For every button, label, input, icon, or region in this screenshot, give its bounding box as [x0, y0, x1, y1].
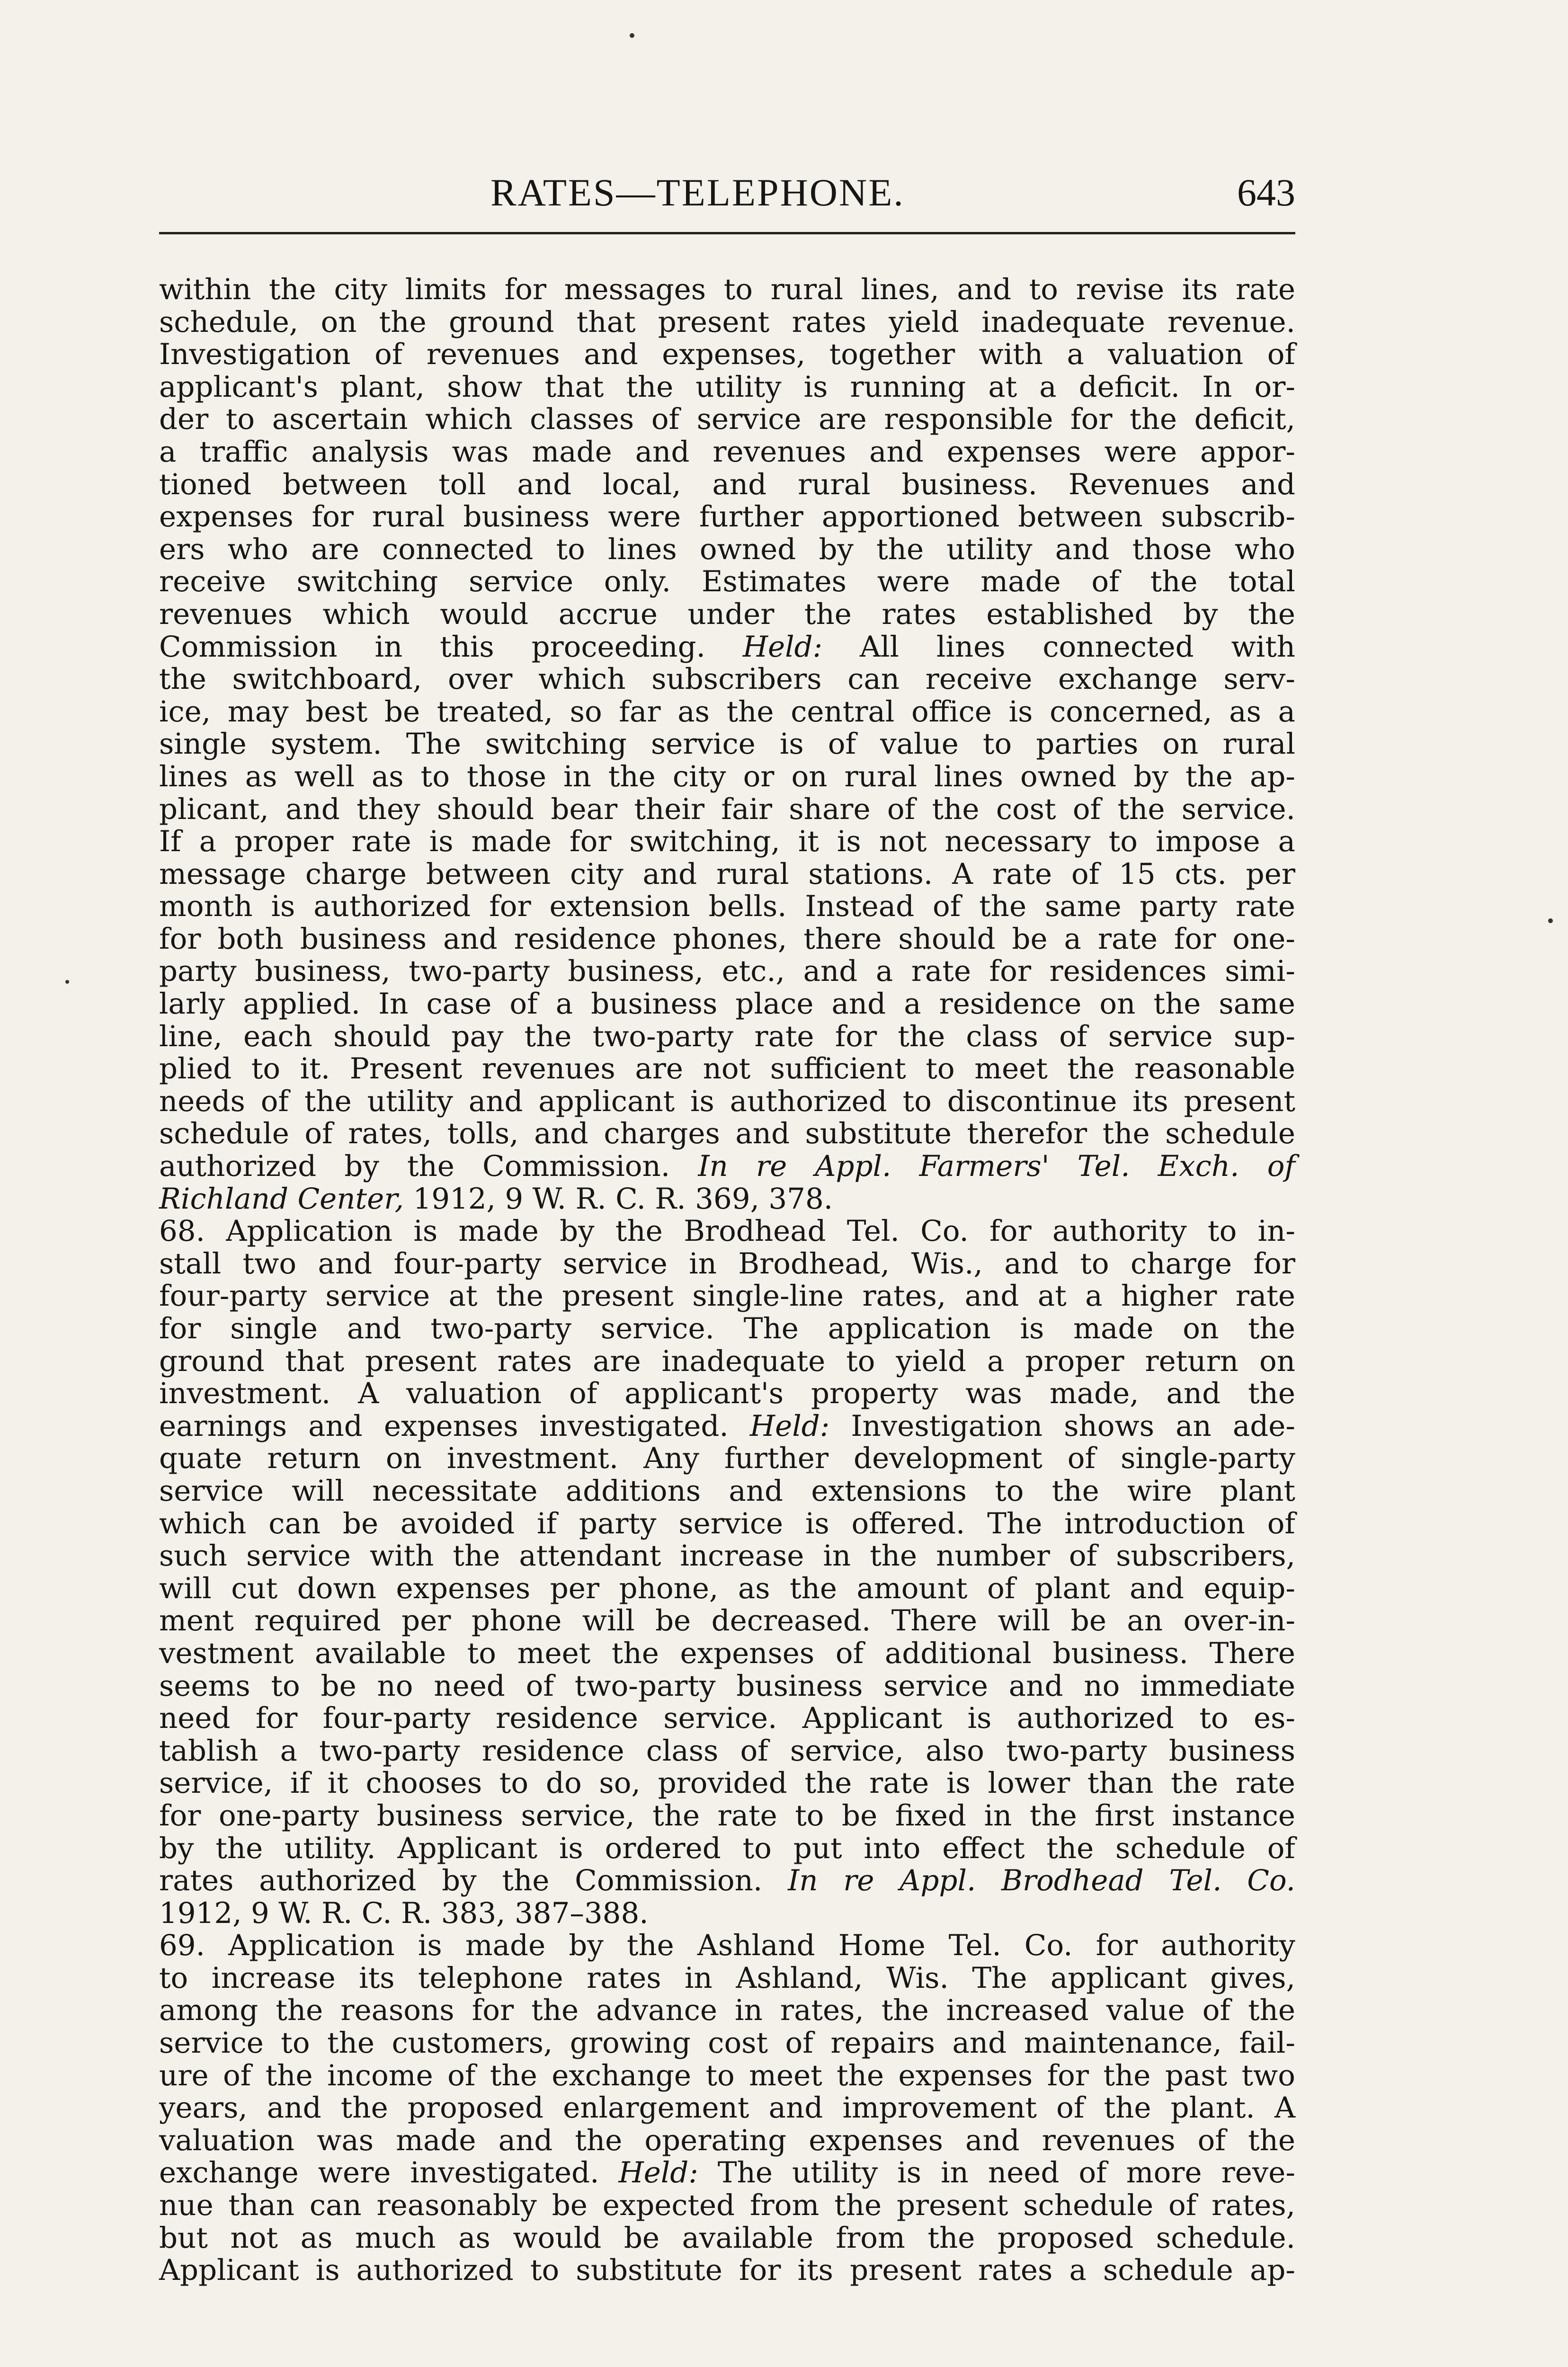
scan-speck	[1548, 918, 1553, 923]
text-line	[159, 403, 1295, 436]
text-run: ure of the income of the exchange to meet the expenses for the past two	[159, 2058, 1295, 2092]
text-run: ground that present rates are inadequate to yield a proper return on	[159, 1344, 1295, 1378]
text-run: stall two and four-party service in Brodhead, Wis., and to charge for	[159, 1246, 1295, 1281]
text-line	[159, 1118, 1295, 1150]
text-line	[159, 2157, 1295, 2189]
text-line	[159, 1150, 1295, 1183]
text-run: single system. The switching service is of value to parties on rural	[159, 727, 1295, 761]
text-run: by the utility. Applicant is ordered to put into effect the schedule of	[159, 1831, 1295, 1865]
text-run: needs of the utility and applicant is authorized to discontinue its present	[159, 1084, 1295, 1118]
text-run: for one-party business service, the rate to be fixed in the first instance	[159, 1798, 1295, 1833]
text-line	[159, 1345, 1295, 1378]
text-line	[159, 1378, 1295, 1410]
text-line	[159, 338, 1295, 371]
text-line	[159, 1800, 1295, 1833]
text-run: the switchboard, over which subscribers can receive exchange serv-	[159, 662, 1295, 696]
body-text	[159, 274, 1295, 2287]
text-run: a traffic analysis was made and revenues and expenses were appor-	[159, 435, 1295, 469]
text-line	[159, 1994, 1295, 2027]
text-line	[159, 306, 1295, 339]
text-line	[159, 1897, 1295, 1930]
text-line	[159, 1702, 1295, 1735]
text-line	[159, 728, 1295, 761]
text-line	[159, 1865, 1295, 1897]
text-run: revenues which would accrue under the rates established by the	[159, 597, 1295, 631]
text-run: party business, two-party business, etc., and a rate for residences simi-	[159, 954, 1295, 988]
text-line	[159, 2222, 1295, 2255]
text-run: tioned between toll and local, and rural business. Revenues and	[159, 467, 1295, 501]
text-line	[159, 1280, 1295, 1313]
text-line	[159, 923, 1295, 956]
text-run: to increase its telephone rates in Ashland, Wis. The applicant gives,	[159, 1961, 1295, 1995]
text-line	[159, 1670, 1295, 1703]
text-run: All lines connected with	[822, 630, 1295, 664]
italic-citation: Richland Center,	[159, 1182, 404, 1216]
text-run: expenses for rural business were further apportioned between subscrib-	[159, 500, 1295, 534]
text-line	[159, 2092, 1295, 2125]
text-run: ice, may best be treated, so far as the central office is concerned, as a	[159, 694, 1295, 729]
text-line	[159, 988, 1295, 1021]
text-run: within the city limits for messages to rural lines, and to revise its rate	[159, 273, 1295, 306]
text-line	[159, 793, 1295, 826]
text-run: 69. Application is made by the Ashland Home Tel. Co. for authority	[159, 1929, 1295, 1963]
text-line	[159, 858, 1295, 891]
text-run: rates authorized by the Commission.	[159, 1864, 763, 1898]
text-line	[159, 761, 1295, 793]
text-line	[159, 1086, 1295, 1118]
text-line	[159, 1573, 1295, 1605]
text-line	[159, 1442, 1295, 1475]
text-run: 1912, 9 W. R. C. R. 383, 387–388.	[159, 1896, 649, 1930]
text-line	[159, 371, 1295, 404]
text-line	[159, 1313, 1295, 1345]
text-run: exchange were investigated.	[159, 2156, 599, 2190]
text-run: for both business and residence phones, there should be a rate for one-	[159, 922, 1295, 956]
text-line	[159, 1833, 1295, 1865]
text-run: ers who are connected to lines owned by the utility and those who	[159, 532, 1295, 566]
running-header	[159, 170, 1295, 222]
text-line	[159, 2189, 1295, 2222]
text-run: need for four-party residence service. Applicant is authorized to es-	[159, 1701, 1295, 1735]
text-run: but not as much as would be available from the proposed schedule.	[159, 2221, 1295, 2255]
text-run: schedule of rates, tolls, and charges and substitute therefor the schedule	[159, 1117, 1295, 1151]
text-run: which can be avoided if party service is offered. The introduction of	[159, 1506, 1295, 1540]
text-line	[159, 1962, 1295, 1995]
text-line	[159, 274, 1295, 306]
text-run: among the reasons for the advance in rates, the increased value of the	[159, 1993, 1295, 2028]
text-line	[159, 696, 1295, 729]
text-line	[159, 663, 1295, 696]
text-line	[159, 534, 1295, 566]
text-line	[159, 890, 1295, 923]
text-line	[159, 955, 1295, 988]
text-line	[159, 1508, 1295, 1540]
text-run: receive switching service only. Estimates were made of the total	[159, 565, 1295, 599]
header-rule	[159, 232, 1295, 234]
text-run: month is authorized for extension bells. Instead of the same party rate	[159, 890, 1295, 924]
text-run: applicant's plant, show that the utility is running at a deficit. In or-	[159, 370, 1295, 404]
text-run: plicant, and they should bear their fair share of the cost of the service.	[159, 792, 1295, 826]
text-run: will cut down expenses per phone, as the amount of plant and equip-	[159, 1571, 1295, 1605]
text-line	[159, 566, 1295, 598]
text-run: tablish a two-party residence class of service, also two-party business	[159, 1734, 1295, 1768]
italic-citation: Held:	[742, 630, 823, 664]
text-line	[159, 1021, 1295, 1053]
text-line	[159, 1215, 1295, 1248]
text-line	[159, 1735, 1295, 1768]
text-line	[159, 2125, 1295, 2157]
text-run: lines as well as to those in the city or on rural lines owned by the ap-	[159, 759, 1295, 793]
text-line	[159, 1637, 1295, 1670]
text-run: ment required per phone will be decreased. There will be an over-in-	[159, 1604, 1295, 1638]
italic-citation: In re Appl. Farmers' Tel. Exch. of	[698, 1149, 1296, 1184]
text-line	[159, 501, 1295, 534]
text-run: service will necessitate additions and extensions to the wire plant	[159, 1474, 1295, 1508]
text-run: seems to be no need of two-party business service and no immediate	[159, 1669, 1295, 1703]
text-run: plied to it. Present revenues are not sufficient to meet the reasonable	[159, 1052, 1295, 1086]
text-line	[159, 1605, 1295, 1637]
text-run: If a proper rate is made for switching, it is not necessary to impose a	[159, 825, 1295, 859]
text-line	[159, 1930, 1295, 1962]
text-run: schedule, on the ground that present rates yield inadequate revenue.	[159, 305, 1295, 339]
text-run: 68. Application is made by the Brodhead Tel. Co. for authority to in-	[159, 1214, 1295, 1248]
text-line	[159, 1248, 1295, 1281]
text-run: vestment available to meet the expenses of additional business. There	[159, 1636, 1295, 1670]
text-line	[159, 826, 1295, 858]
text-line	[159, 598, 1295, 631]
text-run: years, and the proposed enlargement and improvement of the plant. A	[159, 2091, 1295, 2125]
text-run: service to the customers, growing cost of repairs and maintenance, fail-	[159, 2026, 1295, 2060]
text-run: Commission in this proceeding.	[159, 630, 706, 664]
text-run: valuation was made and the operating expenses and revenues of the	[159, 2123, 1295, 2157]
text-run: earnings and expenses investigated.	[159, 1409, 729, 1443]
text-run: such service with the attendant increase in the number of subscribers,	[159, 1539, 1295, 1573]
text-run: investment. A valuation of applicant's property was made, and the	[159, 1377, 1295, 1411]
text-line	[159, 436, 1295, 469]
text-line	[159, 2254, 1295, 2287]
text-line	[159, 1540, 1295, 1573]
text-line	[159, 2027, 1295, 2060]
text-run: The utility is in need of more reve-	[698, 2156, 1296, 2190]
text-line	[159, 1475, 1295, 1508]
text-run: message charge between city and rural stations. A rate of 15 cts. per	[159, 857, 1295, 891]
text-line	[159, 1767, 1295, 1800]
text-line	[159, 631, 1295, 664]
text-run: 1912, 9 W. R. C. R. 369, 378.	[404, 1182, 833, 1216]
text-line	[159, 1183, 1295, 1216]
text-run: Investigation shows an ade-	[829, 1409, 1296, 1443]
italic-citation: In re Appl. Brodhead Tel. Co.	[788, 1864, 1295, 1898]
running-title: RATES—TELEPHONE.	[490, 171, 905, 214]
text-run: line, each should pay the two-party rate for the class of service sup-	[159, 1019, 1295, 1053]
scan-speck	[630, 33, 634, 38]
text-line	[159, 469, 1295, 501]
text-run: nue than can reasonably be expected from the present schedule of rates,	[159, 2189, 1295, 2223]
text-run: der to ascertain which classes of service are responsible for the deficit,	[159, 402, 1295, 436]
text-line	[159, 1410, 1295, 1443]
text-run: service, if it chooses to do so, provided the rate is lower than the rate	[159, 1766, 1295, 1800]
page-number: 643	[1237, 171, 1295, 214]
text-run: quate return on investment. Any further development of single-party	[159, 1442, 1295, 1476]
text-run: for single and two-party service. The application is made on the	[159, 1312, 1295, 1345]
text-run: Investigation of revenues and expenses, together with a valuation of	[159, 338, 1295, 372]
scan-speck	[65, 980, 69, 984]
text-run: Applicant is authorized to substitute for its present rates a schedule ap-	[159, 2253, 1295, 2287]
italic-citation: Held:	[749, 1409, 830, 1443]
text-line	[159, 1053, 1295, 1086]
text-run: four-party service at the present single-line rates, and at a higher rate	[159, 1279, 1295, 1313]
text-line	[159, 2060, 1295, 2092]
text-run: larly applied. In case of a business place and a residence on the same	[159, 987, 1295, 1021]
italic-citation: Held:	[618, 2156, 698, 2190]
text-run: authorized by the Commission.	[159, 1149, 670, 1184]
